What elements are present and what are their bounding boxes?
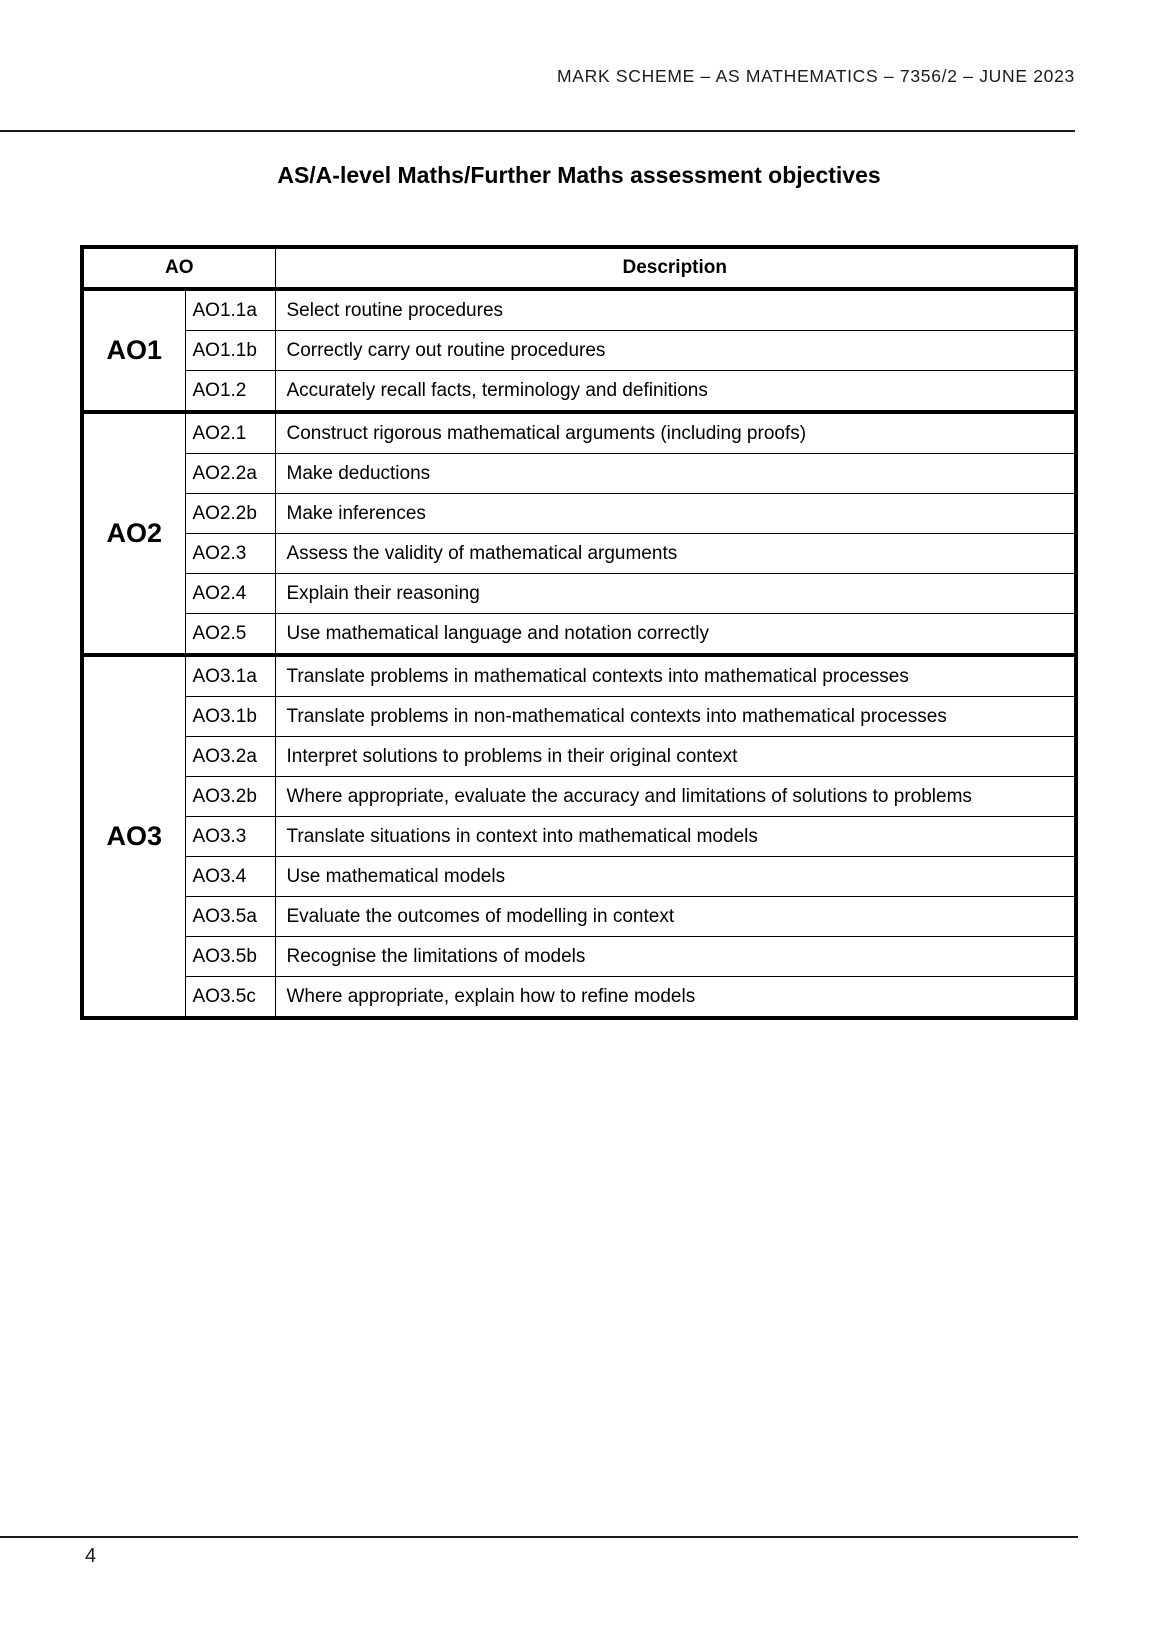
- ao-code-cell: AO3.1b: [185, 697, 275, 737]
- ao-description-cell: Translate situations in context into mathematical models: [275, 817, 1076, 857]
- ao-description-cell: Make inferences: [275, 494, 1076, 534]
- ao-code-cell: AO3.5b: [185, 937, 275, 977]
- ao-description-cell: Construct rigorous mathematical arguments (including proofs): [275, 412, 1076, 454]
- ao-code-cell: AO3.5c: [185, 977, 275, 1019]
- group-label-ao2: AO2: [82, 412, 185, 655]
- table-row: [82, 614, 1076, 656]
- ao-description-cell: Translate problems in non-mathematical contexts into mathematical processes: [275, 697, 1076, 737]
- ao-description-cell: Evaluate the outcomes of modelling in context: [275, 897, 1076, 937]
- table-row: [82, 655, 1076, 697]
- ao-description-cell: Use mathematical language and notation correctly: [275, 614, 1076, 656]
- ao-table-header: [82, 247, 1076, 289]
- ao-code-cell: AO2.5: [185, 614, 275, 656]
- ao-code-cell: AO2.1: [185, 412, 275, 454]
- ao-code-cell: AO3.4: [185, 857, 275, 897]
- ao-description-cell: Use mathematical models: [275, 857, 1076, 897]
- group-label-ao3: AO3: [82, 655, 185, 1018]
- ao-table: [80, 245, 1078, 1020]
- ao-code-cell: AO3.2b: [185, 777, 275, 817]
- table-row: [82, 977, 1076, 1019]
- table-row: [82, 494, 1076, 534]
- ao-code-cell: AO1.1a: [185, 289, 275, 331]
- table-header-row: [82, 247, 1076, 289]
- column-header-description: Description: [275, 247, 1076, 289]
- ao-description-cell: Make deductions: [275, 454, 1076, 494]
- ao-group-ao1: [82, 289, 1076, 412]
- table-row: [82, 289, 1076, 331]
- ao-description-cell: Correctly carry out routine procedures: [275, 331, 1076, 371]
- ao-code-cell: AO2.2a: [185, 454, 275, 494]
- page-title: AS/A-level Maths/Further Maths assessment objectives: [277, 162, 881, 188]
- ao-description-cell: Select routine procedures: [275, 289, 1076, 331]
- ao-code-cell: AO3.2a: [185, 737, 275, 777]
- table-row: [82, 697, 1076, 737]
- ao-code-cell: AO2.4: [185, 574, 275, 614]
- ao-description-cell: Explain their reasoning: [275, 574, 1076, 614]
- ao-code-cell: AO2.2b: [185, 494, 275, 534]
- table-row: [82, 937, 1076, 977]
- ao-description-cell: Interpret solutions to problems in their original context: [275, 737, 1076, 777]
- table-row: [82, 534, 1076, 574]
- ao-description-cell: Assess the validity of mathematical arguments: [275, 534, 1076, 574]
- ao-code-cell: AO3.3: [185, 817, 275, 857]
- ao-code-cell: AO2.3: [185, 534, 275, 574]
- table-row: [82, 371, 1076, 413]
- ao-description-cell: Translate problems in mathematical contexts into mathematical processes: [275, 655, 1076, 697]
- table-row: [82, 574, 1076, 614]
- table-row: [82, 331, 1076, 371]
- ao-description-cell: Recognise the limitations of models: [275, 937, 1076, 977]
- table-row: [82, 857, 1076, 897]
- ao-description-cell: Accurately recall facts, terminology and definitions: [275, 371, 1076, 413]
- table-row: [82, 777, 1076, 817]
- footer-divider: [0, 1536, 1078, 1538]
- ao-code-cell: AO3.5a: [185, 897, 275, 937]
- table-row: [82, 412, 1076, 454]
- table-row: [82, 737, 1076, 777]
- table-row: [82, 897, 1076, 937]
- ao-description-cell: Where appropriate, evaluate the accuracy and limitations of solutions to problems: [275, 777, 1076, 817]
- ao-group-ao3: [82, 655, 1076, 1018]
- header-divider: [0, 130, 1075, 132]
- group-label-ao1: AO1: [82, 289, 185, 412]
- table-row: [82, 454, 1076, 494]
- ao-code-cell: AO1.1b: [185, 331, 275, 371]
- table-row: [82, 817, 1076, 857]
- running-header: MARK SCHEME – AS MATHEMATICS – 7356/2 – JUNE 2023: [557, 66, 1075, 86]
- ao-group-ao2: [82, 412, 1076, 655]
- page-number: 4: [85, 1545, 97, 1567]
- ao-code-cell: AO1.2: [185, 371, 275, 413]
- ao-code-cell: AO3.1a: [185, 655, 275, 697]
- ao-description-cell: Where appropriate, explain how to refine models: [275, 977, 1076, 1019]
- column-header-ao: AO: [82, 247, 275, 289]
